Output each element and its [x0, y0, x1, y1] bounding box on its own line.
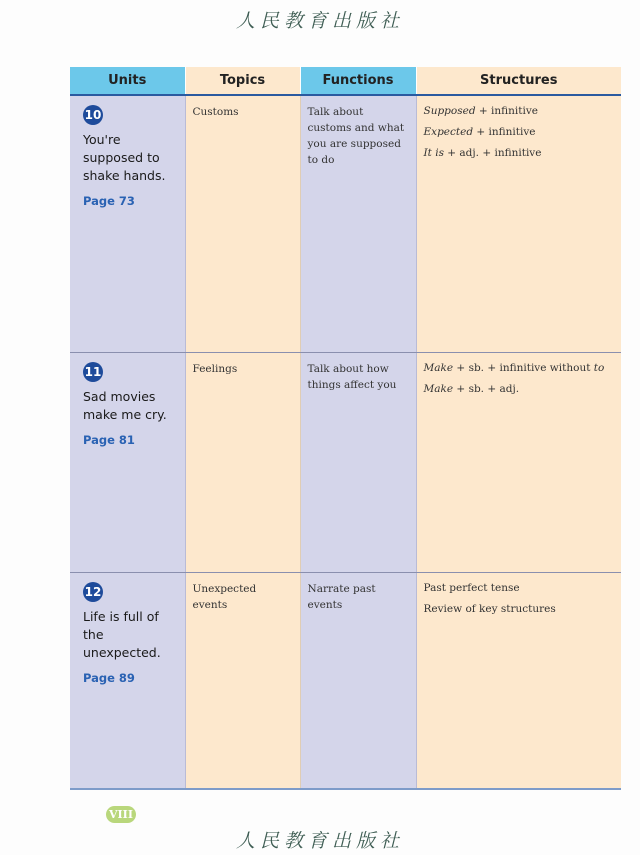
- structure-line: Make + sb. + infinitive without to: [423, 362, 605, 374]
- table-row: [70, 573, 621, 790]
- unit-title: You're supposed to shake hands.: [83, 132, 166, 183]
- unit-number-badge: 11: [83, 362, 103, 382]
- unit-cell: [70, 95, 185, 353]
- unit-page-link[interactable]: Page 81: [83, 433, 135, 447]
- structure-line: Review of key structures: [423, 603, 556, 615]
- function-cell: [300, 353, 416, 573]
- publisher-watermark-top: 人民教育出版社: [235, 10, 404, 32]
- column-header-units: Units: [70, 67, 185, 95]
- unit-number-badge: 12: [83, 582, 103, 602]
- publisher-watermark-bottom: 人民教育出版社: [235, 830, 404, 852]
- topic-cell: [185, 95, 300, 353]
- structure-line: Make + sb. + adj.: [423, 383, 520, 395]
- unit-title: Life is full of the unexpected.: [83, 609, 161, 660]
- structure-line: It is + adj. + infinitive: [423, 147, 542, 159]
- topic-text: Unexpected events: [192, 583, 257, 611]
- structure-line: Expected + infinitive: [423, 126, 536, 138]
- function-text: Talk about customs and what you are supposed to do: [307, 106, 405, 166]
- unit-page-link[interactable]: Page 73: [83, 194, 135, 208]
- function-text: Narrate past events: [307, 583, 376, 611]
- unit-cell: [70, 573, 185, 790]
- column-header-functions: Functions: [300, 67, 416, 95]
- unit-page-link[interactable]: Page 89: [83, 671, 135, 685]
- table-row: [70, 95, 621, 353]
- structure-line: Supposed + infinitive: [423, 105, 538, 117]
- column-header-topics: Topics: [185, 67, 300, 95]
- unit-title: Sad movies make me cry.: [83, 389, 167, 422]
- unit-cell: [70, 353, 185, 573]
- topic-cell: [185, 573, 300, 790]
- unit-number-badge: 10: [83, 105, 103, 125]
- topic-text: Feelings: [192, 363, 238, 375]
- topic-text: Customs: [192, 106, 239, 118]
- function-text: Talk about how things affect you: [307, 363, 397, 391]
- function-cell: [300, 95, 416, 353]
- table-row: [70, 353, 621, 573]
- column-header-structures: Structures: [416, 67, 621, 95]
- syllabus-table: [70, 67, 621, 790]
- topic-cell: [185, 353, 300, 573]
- structure-cell: [416, 573, 621, 790]
- function-cell: [300, 573, 416, 790]
- page-number-badge: VIII: [106, 806, 136, 823]
- structure-line: Past perfect tense: [423, 582, 520, 594]
- header-row: [70, 67, 621, 95]
- structure-cell: [416, 95, 621, 353]
- structure-cell: [416, 353, 621, 573]
